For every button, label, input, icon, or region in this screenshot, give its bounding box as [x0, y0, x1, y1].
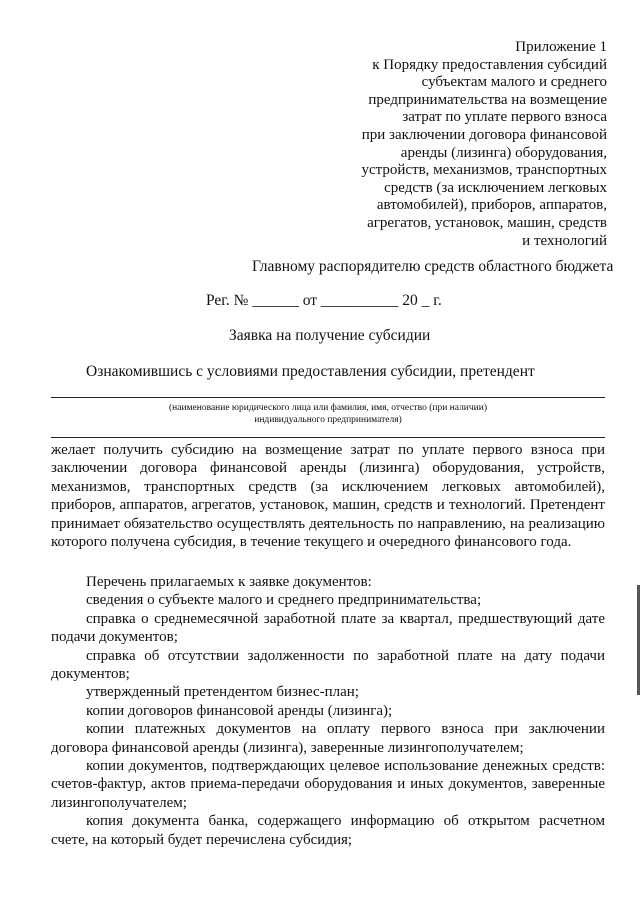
list-item: утвержденный претендентом бизнес-план;	[86, 684, 359, 701]
documents-list	[51, 573, 605, 849]
caption-line: индивидуального предпринимателя)	[254, 415, 402, 425]
list-item: справка о среднемесячной заработной плате за квартал, предшествующий дате подачи документов;	[51, 610, 605, 646]
documents-heading: Перечень прилагаемых к заявке документов:	[86, 574, 372, 590]
appendix-line: агрегатов, установок, машин, средств	[367, 214, 607, 231]
appendix-line: автомобилей), приборов, аппаратов,	[376, 197, 607, 214]
recipient-line: Главному распорядителю средств областного бюджета	[252, 258, 614, 275]
list-item: сведения о субъекте малого и среднего предпринимательства;	[86, 592, 482, 609]
appendix-line: аренды (лизинга) оборудования,	[400, 144, 607, 161]
list-item: копия документа банка, содержащего информацию об открытом расчетном счете, на который будет перечислена субсидия;	[51, 813, 605, 848]
registration-line: Рег. № ______ от __________ 20 _ г.	[206, 292, 442, 309]
document-title: Заявка на получение субсидии	[229, 327, 431, 344]
appendix-line: при заключении договора финансовой	[361, 126, 607, 143]
list-item: копии договоров финансовой аренды (лизинга);	[86, 702, 393, 719]
appendix-line: к Порядку предоставления субсидий	[372, 56, 607, 73]
applicant-name-line-2	[51, 437, 605, 438]
list-item: справка об отсутствии задолженности по заработной плате на дату подачи документов;	[51, 647, 605, 683]
appendix-line: предпринимательства на возмещение	[368, 91, 607, 108]
appendix-line: субъектам малого и среднего	[421, 74, 607, 91]
list-item: копии платежных документов на оплату первого взноса при заключении договора финансовой аренды (лизинга), заверенные лизингополучателем;	[51, 721, 605, 756]
appendix-line: средств (за исключением легковых	[384, 179, 607, 196]
appendix-line: устройств, механизмов, транспортных	[361, 162, 607, 179]
appendix-line: Приложение 1	[515, 39, 607, 55]
appendix-line: и технологий	[522, 232, 607, 249]
list-item: копии документов, подтверждающих целевое использование денежных средств: счетов-фактур, актов приема-передачи оборудования и иных документов, заверенные лизингополучателем;	[51, 758, 605, 811]
intro-line: Ознакомившись с условиями предоставления субсидии, претендент	[86, 363, 535, 380]
applicant-caption	[51, 402, 605, 426]
appendix-header	[307, 39, 607, 250]
caption-line: (наименование юридического лица или фамилия, имя, отчество (при наличии)	[168, 403, 488, 413]
appendix-line: затрат по уплате первого взноса	[402, 109, 607, 126]
application-body: желает получить субсидию на возмещение затрат по уплате первого взноса при заключении договора финансовой аренды (лизинга) оборудования, устройств, механизмов, транспортных средств (за исключением легковых автомобилей), приборов, аппаратов, агрегатов, установок, машин, средств и технологий. Претендент принимает обязательство осуществлять деятельность по направлению, на реализацию которого получена субсидия, в течение текущего и очередного финансового года.	[51, 442, 605, 551]
applicant-name-line	[51, 397, 605, 398]
